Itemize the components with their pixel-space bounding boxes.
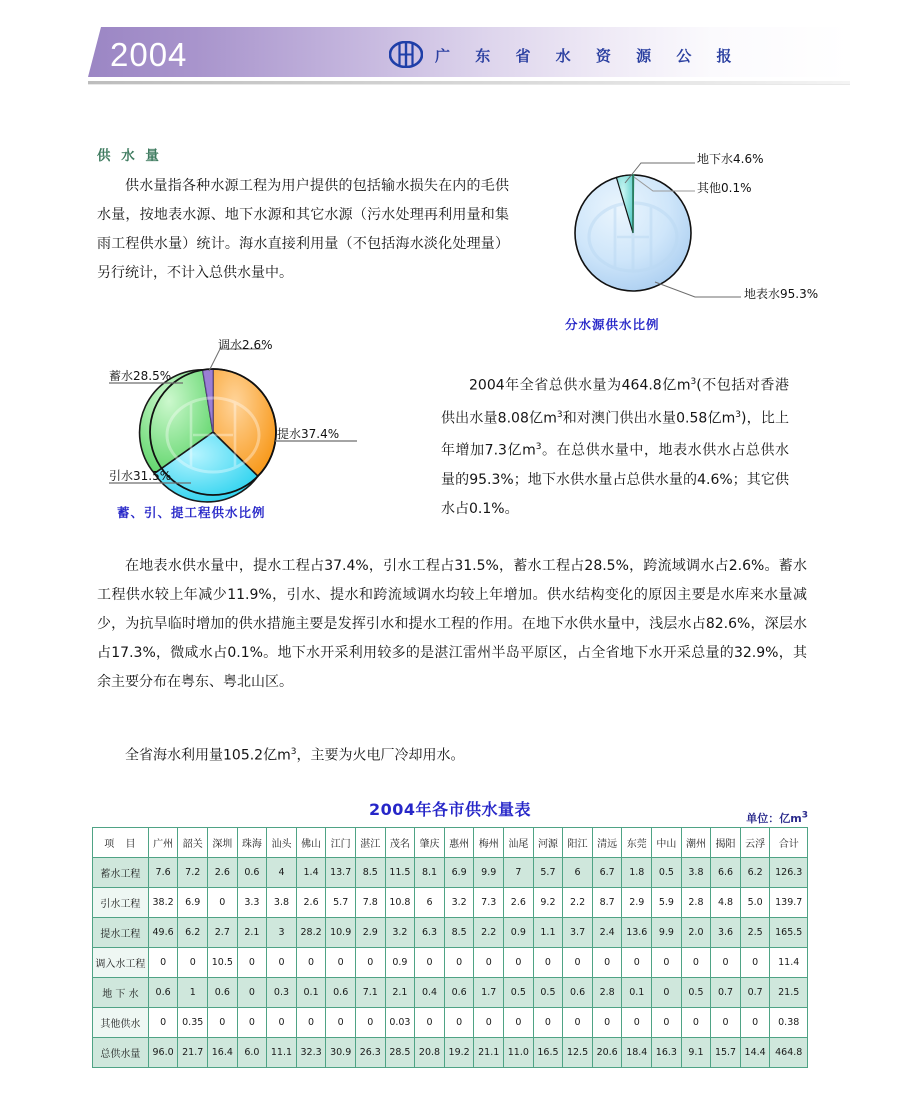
table-col-header: 梅州 (474, 828, 504, 858)
table-cell: 5.7 (533, 858, 563, 888)
table-cell: 0 (415, 948, 445, 978)
table-cell: 0.6 (208, 978, 238, 1008)
table-cell: 0 (444, 948, 474, 978)
section-title: 供 水 量 (97, 148, 162, 164)
table-cell: 0 (740, 1008, 770, 1038)
table-row-label: 引水工程 (93, 888, 149, 918)
table-cell: 0 (444, 1008, 474, 1038)
table-cell: 0 (355, 948, 385, 978)
table-cell: 21.1 (474, 1038, 504, 1068)
table-cell: 0.4 (415, 978, 445, 1008)
table-cell: 13.6 (622, 918, 652, 948)
table-cell: 7 (504, 858, 534, 888)
table-cell: 6.6 (711, 858, 741, 888)
table-cell: 8.5 (444, 918, 474, 948)
year-label: 2004 (110, 36, 188, 73)
table-cell: 0 (563, 948, 593, 978)
table-cell: 2.1 (385, 978, 415, 1008)
table-cell: 2.8 (681, 888, 711, 918)
table-cell: 9.9 (474, 858, 504, 888)
table-cell: 3.3 (237, 888, 267, 918)
table-unit-label: 单位：亿$m^3$ (746, 810, 808, 825)
table-col-header: 合计 (770, 828, 808, 858)
table-col-header: 佛山 (296, 828, 326, 858)
table-cell: 20.6 (592, 1038, 622, 1068)
table-cell: 0 (740, 948, 770, 978)
pie1-label-surface: 地表水95.3% (744, 287, 819, 301)
table-cell: 2.8 (592, 978, 622, 1008)
table-cell: 32.3 (296, 1038, 326, 1068)
table-cell: 0 (296, 1008, 326, 1038)
pie1-label-other: 其他0.1% (697, 181, 752, 195)
table-cell: 0.5 (533, 978, 563, 1008)
table-cell: 464.8 (770, 1038, 808, 1068)
table-cell: 0.7 (740, 978, 770, 1008)
city-water-supply-table (92, 827, 808, 1068)
table-cell: 6.9 (444, 858, 474, 888)
table-cell: 0 (208, 888, 238, 918)
table-cell: 0 (178, 948, 208, 978)
table-cell: 10.9 (326, 918, 356, 948)
table-cell: 7.3 (474, 888, 504, 918)
table-cell: 1.4 (296, 858, 326, 888)
table-cell: 3.2 (385, 918, 415, 948)
table-col-header: 潮州 (681, 828, 711, 858)
table-cell: 0 (563, 1008, 593, 1038)
table-col-header: 湛江 (355, 828, 385, 858)
table-cell: 16.3 (652, 1038, 682, 1068)
table-cell: 8.5 (355, 858, 385, 888)
table-col-header: 阳江 (563, 828, 593, 858)
table-cell: 6.7 (592, 858, 622, 888)
table-cell: 0.6 (148, 978, 178, 1008)
table-cell: 6 (415, 888, 445, 918)
table-cell: 0.1 (622, 978, 652, 1008)
table-cell: 0 (592, 1008, 622, 1038)
table-cell: 3.6 (711, 918, 741, 948)
table-cell: 0.6 (237, 858, 267, 888)
table-cell: 11.1 (267, 1038, 297, 1068)
table-cell: 0 (711, 948, 741, 978)
pie-chart-project-supply (95, 335, 445, 525)
table-cell: 0 (622, 1008, 652, 1038)
water-bureau-logo-icon (389, 41, 423, 68)
table-cell: 15.7 (711, 1038, 741, 1068)
table-cell: 9.2 (533, 888, 563, 918)
table-col-header-item: 项 目 (93, 828, 149, 858)
table-row-label: 蓄水工程 (93, 858, 149, 888)
table-header-row (93, 828, 808, 858)
table-cell: 0.38 (770, 1008, 808, 1038)
table-row-label: 提水工程 (93, 918, 149, 948)
table-cell: 1 (178, 978, 208, 1008)
table-cell: 0 (237, 1008, 267, 1038)
table-cell: 0 (652, 1008, 682, 1038)
table-cell: 0.5 (504, 978, 534, 1008)
table-cell: 13.7 (326, 858, 356, 888)
table-cell: 0 (326, 948, 356, 978)
table-col-header: 肇庆 (415, 828, 445, 858)
table-cell: 0 (681, 1008, 711, 1038)
table-cell: 6.3 (415, 918, 445, 948)
pie1-caption: 分水源供水比例 (565, 317, 660, 332)
table-cell: 1.1 (533, 918, 563, 948)
table-cell: 2.6 (504, 888, 534, 918)
pie2-label-diversion: 调水2.6% (218, 338, 273, 352)
table-cell: 11.0 (504, 1038, 534, 1068)
table-cell: 18.4 (622, 1038, 652, 1068)
table-col-header: 东莞 (622, 828, 652, 858)
table-cell: 0 (474, 948, 504, 978)
table-cell: 16.4 (208, 1038, 238, 1068)
table-cell: 3.8 (681, 858, 711, 888)
table-cell: 10.5 (208, 948, 238, 978)
table-row (93, 888, 808, 918)
table-cell: 0 (237, 978, 267, 1008)
table-cell: 0.5 (681, 978, 711, 1008)
table-cell: 26.3 (355, 1038, 385, 1068)
table-cell: 6.2 (178, 918, 208, 948)
table-col-header: 惠州 (444, 828, 474, 858)
table-cell: 0 (474, 1008, 504, 1038)
table-cell: 28.5 (385, 1038, 415, 1068)
table-cell: 0 (652, 978, 682, 1008)
table-col-header: 河源 (533, 828, 563, 858)
pie2-label-storage: 蓄水28.5% (109, 369, 172, 383)
table-title: 2004年各市供水量表 (368, 800, 532, 819)
table-cell: 0 (148, 1008, 178, 1038)
table-col-header: 汕头 (267, 828, 297, 858)
table-col-header: 揭阳 (711, 828, 741, 858)
table-cell: 5.7 (326, 888, 356, 918)
table-cell: 0 (592, 948, 622, 978)
table-cell: 28.2 (296, 918, 326, 948)
table-cell: 0.35 (178, 1008, 208, 1038)
table-cell: 0 (296, 948, 326, 978)
table-row-label: 地 下 水 (93, 978, 149, 1008)
table-cell: 0 (355, 1008, 385, 1038)
table-cell: 2.2 (563, 888, 593, 918)
table-cell: 3.8 (267, 888, 297, 918)
table-cell: 3.2 (444, 888, 474, 918)
pie2-label-pumping: 提水37.4% (277, 427, 340, 441)
table-cell: 0 (148, 948, 178, 978)
table-cell: 0 (681, 948, 711, 978)
table-cell: 0.7 (711, 978, 741, 1008)
table-col-header: 珠海 (237, 828, 267, 858)
table-col-header: 云浮 (740, 828, 770, 858)
table-row-label: 其他供水 (93, 1008, 149, 1038)
table-cell: 14.4 (740, 1038, 770, 1068)
table-row (93, 1038, 808, 1068)
table-cell: 11.4 (770, 948, 808, 978)
analysis-paragraph: 在地表水供水量中，提水工程占37.4%，引水工程占31.5%，蓄水工程占28.5%，跨流域调水占2.6%。蓄水工程供水较上年减少11.9%，引水、提水和跨流域调水均较上年增加。供水结构变化的原因主要是水库来水量减少，为抗旱临时增加的供水措施主要是发挥引水和提水工程的作用。在地下水供水量中，浅层水占82.6%，深层水占17.3%，微咸水占0.1%。地下水开采利用较多的是湛江雷州半岛平原区，占全省地下水开采总量的32.9%，其余主要分布在粤东、粤北山区。 (97, 558, 807, 690)
table-cell: 0.03 (385, 1008, 415, 1038)
table-cell: 0.9 (385, 948, 415, 978)
table-row-label: 总供水量 (93, 1038, 149, 1068)
table-cell: 2.6 (296, 888, 326, 918)
table-body (93, 858, 808, 1068)
table-cell: 30.9 (326, 1038, 356, 1068)
table-row (93, 918, 808, 948)
supply-summary-paragraph: 2004年全省总供水量为464.8亿$m^3$(不包括对香港供出水量8.08亿$m^3$和对澳门供出水量0.58亿$m^3$)，比上年增加7.3亿$m^3$。在总供水量中，地表水供水占总供水量的95.3%；地下水供水量占总供水量的4.6%；其它供水占0.1%。 (441, 377, 790, 517)
table-cell: 19.2 (444, 1038, 474, 1068)
table-cell: 1.7 (474, 978, 504, 1008)
table-cell: 0 (237, 948, 267, 978)
table-cell: 11.5 (385, 858, 415, 888)
table-cell: 2.1 (237, 918, 267, 948)
table-cell: 6.0 (237, 1038, 267, 1068)
table-cell: 2.2 (474, 918, 504, 948)
table-col-header: 中山 (652, 828, 682, 858)
table-cell: 0.5 (652, 858, 682, 888)
table-col-header: 韶关 (178, 828, 208, 858)
table-col-header: 茂名 (385, 828, 415, 858)
table-cell: 49.6 (148, 918, 178, 948)
table-row (93, 1008, 808, 1038)
pie-chart-water-source (545, 145, 895, 332)
table-cell: 0 (208, 1008, 238, 1038)
table-cell: 5.9 (652, 888, 682, 918)
table-cell: 0 (622, 948, 652, 978)
table-cell: 2.4 (592, 918, 622, 948)
table-col-header: 广州 (148, 828, 178, 858)
table-cell: 3 (267, 918, 297, 948)
table-cell: 0 (504, 1008, 534, 1038)
table-cell: 0 (652, 948, 682, 978)
table-cell: 9.9 (652, 918, 682, 948)
table-cell: 4.8 (711, 888, 741, 918)
table-cell: 21.7 (178, 1038, 208, 1068)
table-cell: 9.1 (681, 1038, 711, 1068)
table-cell: 4 (267, 858, 297, 888)
table-cell: 8.1 (415, 858, 445, 888)
table-col-header: 汕尾 (504, 828, 534, 858)
table-cell: 6.9 (178, 888, 208, 918)
table-cell: 2.0 (681, 918, 711, 948)
table-cell: 6.2 (740, 858, 770, 888)
table-cell: 16.5 (533, 1038, 563, 1068)
table-cell: 0 (711, 1008, 741, 1038)
table-cell: 12.5 (563, 1038, 593, 1068)
table-cell: 6 (563, 858, 593, 888)
table-cell: 0 (267, 948, 297, 978)
table-cell: 2.6 (208, 858, 238, 888)
table-cell: 2.9 (355, 918, 385, 948)
table-cell: 7.1 (355, 978, 385, 1008)
table-cell: 7.8 (355, 888, 385, 918)
table-cell: 0 (267, 1008, 297, 1038)
table-cell: 96.0 (148, 1038, 178, 1068)
table-cell: 0.6 (563, 978, 593, 1008)
table-cell: 0 (326, 1008, 356, 1038)
publication-title: 广 东 省 水 资 源 公 报 (435, 47, 742, 65)
table-cell: 139.7 (770, 888, 808, 918)
table-cell: 0 (533, 948, 563, 978)
table-cell: 0 (533, 1008, 563, 1038)
pie1-label-groundwater: 地下水4.6% (697, 152, 764, 166)
page-header (0, 0, 900, 98)
table-cell: 3.7 (563, 918, 593, 948)
table-cell: 0.3 (267, 978, 297, 1008)
table-col-header: 清远 (592, 828, 622, 858)
table-row (93, 948, 808, 978)
table-cell: 2.9 (622, 888, 652, 918)
table-cell: 2.7 (208, 918, 238, 948)
table-cell: 2.5 (740, 918, 770, 948)
table-row-label: 调入水工程 (93, 948, 149, 978)
table-cell: 0 (415, 1008, 445, 1038)
header-divider-thin (88, 84, 850, 85)
table-col-header: 江门 (326, 828, 356, 858)
table-cell: 20.8 (415, 1038, 445, 1068)
table-cell: 0.6 (326, 978, 356, 1008)
table-cell: 1.8 (622, 858, 652, 888)
table-cell: 5.0 (740, 888, 770, 918)
intro-paragraph: 供水量指各种水源工程为用户提供的包括输水损失在内的毛供水量，按地表水源、地下水源和其它水源（污水处理再利用量和集雨工程供水量）统计。海水直接利用量（不包括海水淡化处理量）另行统计，不计入总供水量中。 (97, 178, 509, 281)
table-cell: 7.2 (178, 858, 208, 888)
table-cell: 38.2 (148, 888, 178, 918)
table-col-header: 深圳 (208, 828, 238, 858)
table-cell: 7.6 (148, 858, 178, 888)
table-row (93, 858, 808, 888)
table-cell: 165.5 (770, 918, 808, 948)
table-cell: 0.6 (444, 978, 474, 1008)
table-cell: 0.9 (504, 918, 534, 948)
seawater-paragraph: 全省海水利用量105.2亿$m^3$，主要为火电厂冷却用水。 (125, 747, 465, 764)
table-cell: 21.5 (770, 978, 808, 1008)
table-cell: 8.7 (592, 888, 622, 918)
table-cell: 126.3 (770, 858, 808, 888)
table-cell: 10.8 (385, 888, 415, 918)
table-row (93, 978, 808, 1008)
table-cell: 0 (504, 948, 534, 978)
pie2-label-intake: 引水31.5% (109, 469, 172, 483)
table-cell: 0.1 (296, 978, 326, 1008)
pie2-caption: 蓄、引、提工程供水比例 (117, 505, 266, 520)
